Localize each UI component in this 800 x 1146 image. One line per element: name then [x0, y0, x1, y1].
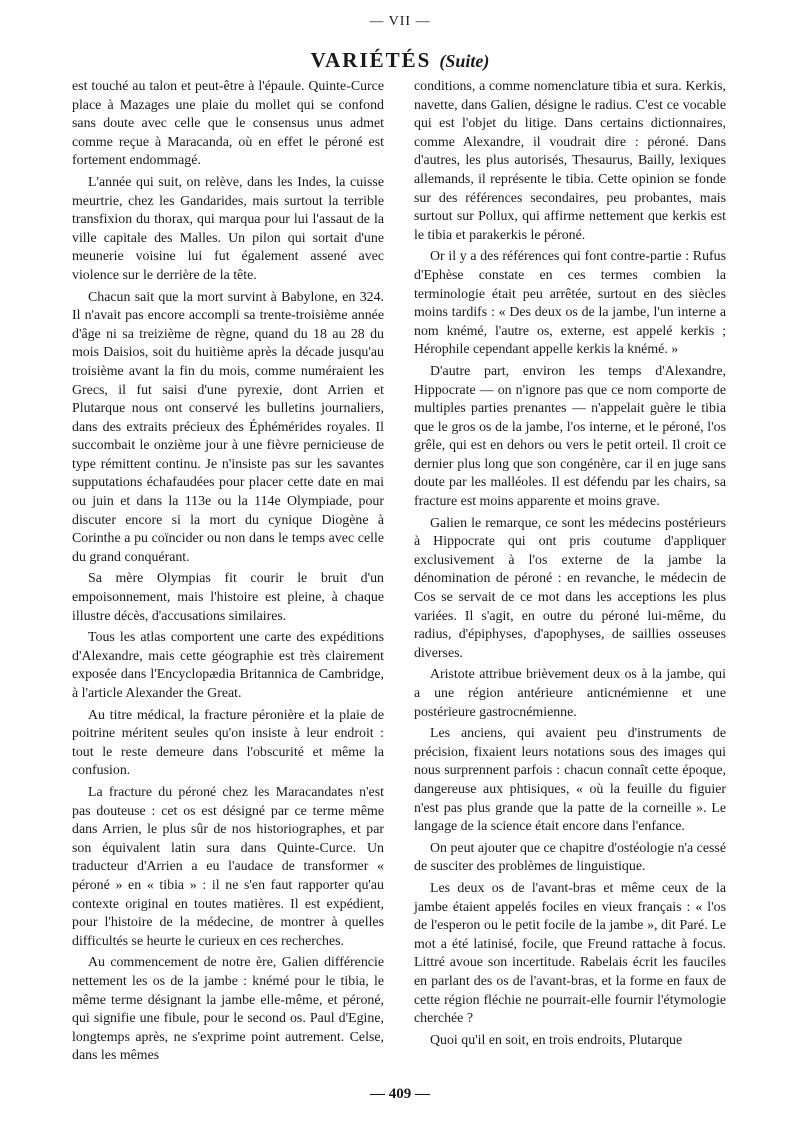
paragraph: Au commencement de notre ère, Galien différencie nettement les os de la jambe : knémé pour le tibia, le même terme désignant la jambe elle-même, et péroné, qui signifie une fibule, pour le second os. Paul d'Egine, longtemps après, ne s'exprime point autrement. Celse, dans les mêmes	[72, 955, 384, 1064]
paragraph: Quoi qu'il en soit, en trois endroits, Plutarque	[430, 1032, 683, 1048]
paragraph: On peut ajouter que ce chapitre d'ostéologie n'a cessé de susciter des problèmes de linguistique.	[414, 840, 726, 875]
paragraph: Galien le remarque, ce sont les médecins postérieurs à Hippocrate qui ont pris coutume d'appliquer exclusivement à l'os externe de la jambe la dénomination de péroné : en revanche, le médecin de Cos se servait de ce mot dans les acceptions les plus variées. Il s'agit, en outre du péroné lui-même, du radius, d'épiphyses, d'apophyses, de saillies osseuses diverses.	[414, 515, 726, 661]
paragraph: Les deux os de l'avant-bras et même ceux de la jambe étaient appelés fociles en vieux français : « l'os de l'esperon ou le petit focile de la jambe », dit Paré. Le mot a été latinisé, focile, que Freund rattache à focus. Littré avoue son incertitude. Rabelais écrit les fauciles en parlant des os de l'avant-bras, et la forme en faux de cette région fléchie ne pourrait-elle fournir l'étymologie cherchée ?	[414, 880, 726, 1027]
page-roman-numeral: — VII —	[369, 14, 431, 29]
page-number: — 409 —	[370, 1086, 430, 1102]
section-title-main: VARIÉTÉS	[310, 48, 432, 72]
paragraph: Chacun sait que la mort survint à Babylone, en 324. Il n'avait pas encore accompli sa trente-troisième année d'âge ni sa treizième de règne, quand du 18 au 28 du mois Daisios, soit du huitième après la décade jusqu'au troisième avant la fin du mois, comme numéraient les Grecs, il fut saisi d'une pyrexie, dont Arrien et Plutarque nous ont conservé les bulletins journaliers, dans des extraits précieux des Éphémérides royales. Il succombait le onzième jour à une fièvre pernicieuse de type rémittent continu. Je n'insiste pas sur les savantes supputations échafaudées pour placer cette date en mai ou juin et dans la 113e ou la 114e Olympiade, pour discuter encore si la mort du cynique Diogène à Corinthe a pu coïncider ou non dans le temps avec celle du grand conquérant.	[72, 289, 384, 565]
right-column	[414, 78, 726, 1053]
paragraph: Au titre médical, la fracture péronière et la plaie de poitrine méritent seules qu'on insiste à leur endroit : tout le reste demeure dans l'obscurité et même la confusion.	[72, 707, 384, 779]
paragraph: Or il y a des références qui font contre-partie : Rufus d'Ephèse constate en ces termes combien la terminologie était peu arrêtée, surtout en des siècles moins tardifs : « Des deux os de la jambe, l'un interne a nom knémé, l'autre os, externe, est appelé kerkis ; Hérophile cependant appelle kerkis la knémé. »	[414, 249, 726, 358]
paragraph: Sa mère Olympias fit courir le bruit d'un empoisonnement, mais l'histoire est pleine, à chaque illustre décès, d'accusations similaires.	[72, 571, 384, 624]
section-title	[0, 48, 800, 73]
paragraph: D'autre part, environ les temps d'Alexandre, Hippocrate — on n'ignore pas que ce nom comporte de multiples parties prenantes — n'appelait guère le tibia que le gros os de la jambe, l'os interne, et le péroné, l'os grêle, qui est en dehors ou vers le petit orteil. Il croit ce dernier plus long que son congénère, car il en juge sans doute par les malléoles. Il est défendu par les chairs, sa fracture est moins apparente et moins grave.	[414, 363, 726, 510]
paragraph: est touché au talon et peut-être à l'épaule. Quinte-Curce place à Mazages une plaie du mollet qui se confond sans doute avec celle que le consensus unus admet comme reçue à Maracanda, où en effet le péroné est fortement endommagé.	[72, 79, 384, 169]
paragraph: Les anciens, qui avaient peu d'instruments de précision, fixaient leurs notations sous des images qui nous surprennent parfois : chacun connaît cette époque, dangereuse aux phtisiques, « où la feuille du figuier n'est pas plus grande que la patte de la corneille ». Le langage de la science était encore dans l'enfance.	[414, 726, 726, 835]
paragraph: Tous les atlas comportent une carte des expéditions d'Alexandre, mais cette géographie est très clairement exposée dans l'Encyclopædia Britannica de Cambridge, à l'article Alexander the Great.	[72, 630, 384, 701]
paragraph: L'année qui suit, on relève, dans les Indes, la cuisse meurtrie, chez les Gandarides, mais surtout la terrible transfixion du thorax, qui marqua pour lui l'assaut de la ville capitale des Malles. Un pilon qui sortait d'une meunerie voisine lui fut également assené avec violence sur le derrière de la tête.	[72, 174, 384, 283]
left-column	[72, 78, 384, 1069]
paragraph: conditions, a comme nomenclature tibia et sura. Kerkis, navette, dans Galien, désigne le radius. C'est ce vocable qui est l'objet du litige. Dans certains dictionnaires, comme Alexandre, il voudrait dire : péroné. Dans d'autres, les plus autorisés, Thesaurus, Bailly, lexiques allemands, il représente le tibia. Cette opinion se fonde sur des références secondaires, peu probantes, mais surtout sur Pollux, qui affirme nettement que kerkis est le tibia et parakerkis le péroné.	[414, 79, 726, 243]
paragraph: La fracture du péroné chez les Maracandates n'est pas douteuse : cet os est désigné par ce terme même dans Arrien, le plus sûr de nos historiographes, et par son équivalent latin sura dans Quinte-Curce. Un traducteur d'Arrien a eu l'audace de transformer « péroné » en « tibia » : il ne s'en faut rapporter qu'au contexte original en toutes matières. Il est expédient, pour l'histoire de la médecine, de montrer à quelles difficultés se heurte le curieux en ces recherches.	[72, 784, 384, 949]
section-title-suite: (Suite)	[439, 51, 490, 71]
paragraph: Aristote attribue brièvement deux os à la jambe, qui a une région antérieure anticnémienne et une postérieure gastrocnémienne.	[414, 667, 726, 720]
